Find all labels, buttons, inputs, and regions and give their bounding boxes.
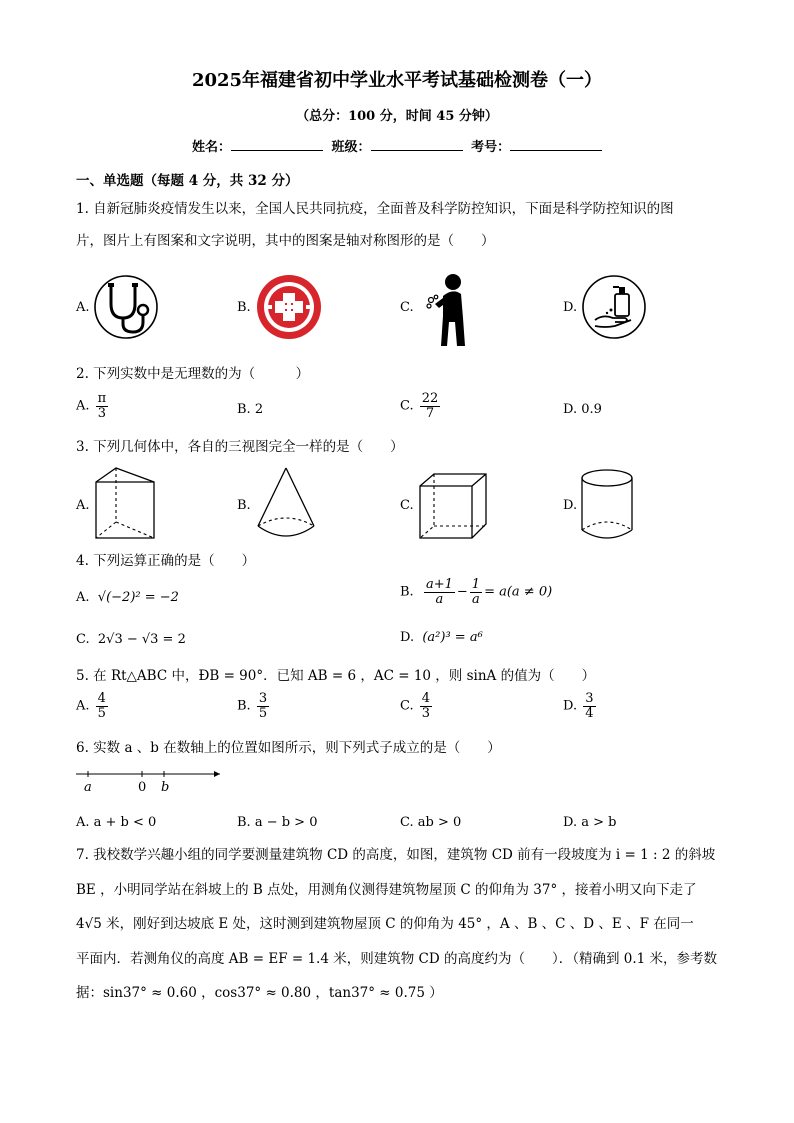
q6-option-c: C. ab > 0	[400, 815, 462, 830]
q4-option-d: D. (a²)³ = a⁶	[400, 630, 483, 645]
axis-label-a: a	[84, 780, 92, 795]
question-1-text: 1. 自新冠肺炎疫情发生以来，全国人民共同抗疫，全面普及科学防控知识，下面是科学防控知识的图 片，图片上有图案和文字说明，其中的图案是轴对称图形的是（ ）	[76, 201, 674, 249]
cylinder-figure	[580, 468, 634, 542]
question-3-text: 3. 下列几何体中，各自的三视图完全一样的是（ ）	[76, 439, 404, 455]
question-2-text: 2. 下列实数中是无理数的为（ ）	[76, 366, 310, 382]
q5-option-a: A. $\frac{4}{5}$	[76, 691, 106, 721]
class-blank[interactable]	[371, 138, 463, 151]
cube-figure	[418, 472, 488, 540]
page-title: 2025年福建省初中学业水平考试基础检测卷（一）	[191, 70, 603, 91]
q1-option-b-label: B.	[237, 300, 251, 315]
class-label: 班级：	[331, 140, 371, 155]
q2-option-b: B. 2	[237, 402, 264, 417]
q2-option-c: C. $\frac{22}{7}$	[400, 391, 439, 421]
q5-option-b: B. $\frac{3}{5}$	[237, 691, 268, 721]
question-5-text: 5. 在 Rt△ABC 中，ÐB = 90°．已知 AB = 6 ，AC = 10 ，则 sinA 的值为（ ）	[76, 668, 596, 684]
triangular-prism-figure	[94, 466, 158, 540]
cone-figure	[256, 466, 316, 542]
q6-option-b: B. a − b > 0	[237, 815, 318, 830]
id-label: 考号：	[471, 140, 511, 155]
hand-sanitizer-icon	[581, 274, 647, 340]
q5-option-d: D. $\frac{3}{4}$	[563, 691, 594, 721]
name-label: 姓名：	[192, 140, 232, 155]
q1-option-a-label: A.	[76, 300, 90, 315]
q4-option-b: B. $\frac{a+1}{a}$ − $\frac{1}{a}$ = a(a ≠ 0)	[400, 577, 553, 607]
exam-info: （总分：100 分，时间 45 分钟）	[296, 109, 498, 124]
q4-option-a: A. √(−2)² = −2	[76, 590, 179, 605]
q3-option-a-label: A.	[76, 498, 90, 513]
number-line-figure	[76, 768, 226, 798]
q3-option-c-label: C.	[400, 498, 414, 513]
person-sneezing-icon	[425, 272, 475, 348]
question-6-text: 6. 实数 a 、b 在数轴上的位置如图所示，则下列式子成立的是（ ）	[76, 740, 501, 756]
red-cross-icon	[256, 274, 322, 340]
axis-label-b: b	[161, 780, 170, 795]
q6-option-d: D. a > b	[563, 815, 617, 830]
q3-option-d-label: D.	[563, 498, 578, 513]
question-4-text: 4. 下列运算正确的是（ ）	[76, 553, 256, 569]
q2-option-d: D. 0.9	[563, 402, 602, 417]
q1-option-d-label: D.	[563, 300, 578, 315]
stethoscope-icon	[93, 274, 159, 340]
q3-option-b-label: B.	[237, 498, 251, 513]
name-blank[interactable]	[231, 138, 323, 151]
q2-option-a: A. $\frac{\pi}{3}$	[76, 391, 107, 421]
question-7-text: 7. 我校数学兴趣小组的同学要测量建筑物 CD 的高度，如图，建筑物 CD 前有一段坡度为 i = 1 : 2 的斜坡 BE ，小明同学站在斜坡上的 B 点处，用测角仪测得建筑物屋顶 C 的仰角为 37° ，接着小明又向下走了 4√5 米，刚好到达坡底 E 处，这时测到建筑物屋顶 C 的仰角为 45° ，A 、B 、C 、D 、E 、F 在同一 平面内．若测角仪的高度 AB = EF = 1.4 米，则建筑物 CD 的高度约为（ ）．（精确到 0.1 米，参考数 据：sin37° ≈ 0.60 ，cos37° ≈ 0.80 ，tan37° ≈ 0.75 ）	[76, 847, 718, 1001]
q6-option-a: A. a + b < 0	[76, 815, 157, 830]
q5-option-c: C. $\frac{4}{3}$	[400, 691, 431, 721]
student-info-row	[192, 136, 606, 155]
q4-option-c: C. 2√3 − √3 = 2	[76, 632, 186, 647]
axis-label-zero: 0	[138, 780, 147, 795]
id-blank[interactable]	[510, 138, 602, 151]
section-title: 一、单选题（每题 4 分，共 32 分）	[76, 173, 299, 189]
q1-option-c-label: C.	[400, 300, 414, 315]
